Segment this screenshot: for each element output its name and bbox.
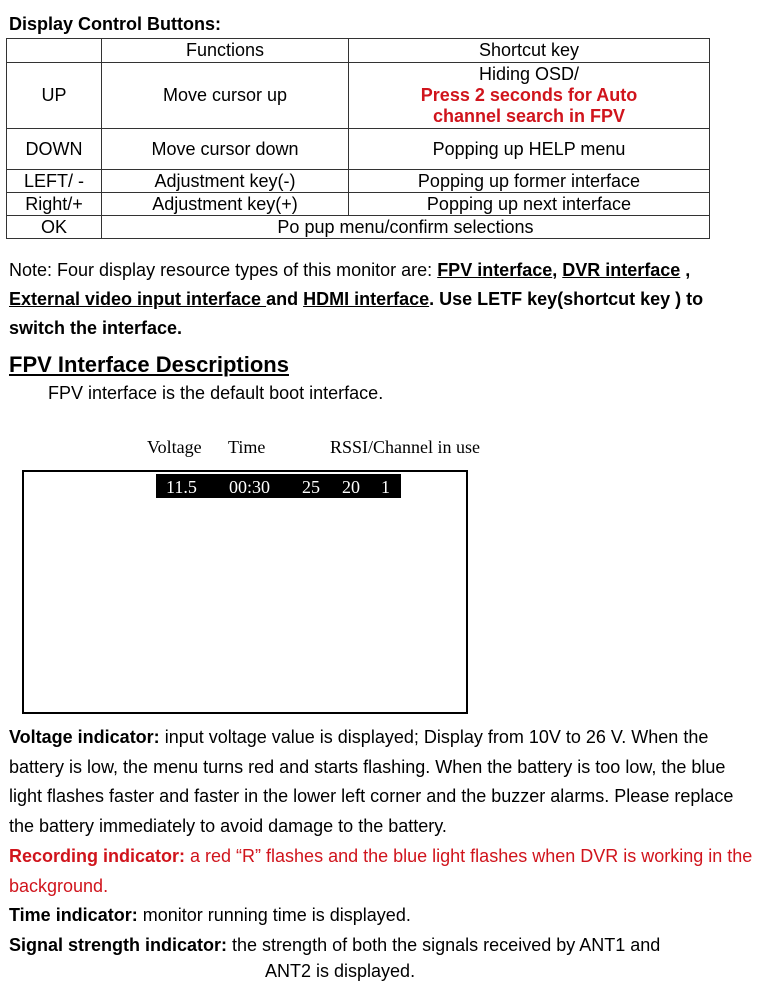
control-buttons-table (6, 38, 710, 239)
note-dvr-interface: DVR interface (562, 260, 681, 280)
paragraph-text: a red “R” flashes and the blue light flashes when DVR is working in the background. (9, 846, 753, 896)
table-header-cell: Functions (102, 39, 349, 63)
osd-time-value: 00:30 (229, 477, 271, 497)
osd-rssi-value: 20 (342, 477, 360, 497)
osd-voltage-value: 11.5 (166, 477, 197, 497)
table-row (7, 129, 710, 170)
table-header-cell: Shortcut key (349, 39, 710, 63)
voltage-indicator-paragraph (9, 723, 754, 842)
note-paragraph (9, 256, 754, 343)
signal-indicator-continuation: ANT2 is displayed. (265, 961, 416, 981)
osd-rssi-value: 25 (302, 477, 320, 497)
key-cell: UP (7, 63, 102, 129)
time-indicator-paragraph (9, 901, 754, 931)
shortcut-warning-text: Press 2 seconds for Auto channel search in FPV (420, 85, 638, 126)
table-row (7, 170, 710, 193)
signal-indicator-paragraph (9, 931, 754, 961)
paragraph-text: the strength of both the signals received by ANT1 and (227, 935, 661, 955)
section-title: Display Control Buttons: (9, 14, 221, 34)
table-header-cell (7, 39, 102, 63)
paragraph-label: Voltage indicator: (9, 727, 160, 747)
note-fpv-interface: FPV interface (437, 260, 553, 280)
fpv-screen-illustration (22, 470, 468, 714)
shortcut-cell: Popping up HELP menu (349, 129, 710, 170)
table-row (7, 193, 710, 216)
key-cell: DOWN (7, 129, 102, 170)
key-cell: LEFT/ - (7, 170, 102, 193)
paragraph-label: Signal strength indicator: (9, 935, 228, 955)
paragraph-text: monitor running time is displayed. (137, 905, 411, 925)
osd-channel-value: 1 (381, 477, 390, 497)
function-cell: Adjustment key(+) (102, 193, 349, 216)
osd-label-voltage: Voltage (147, 437, 202, 457)
function-cell: Move cursor up (102, 63, 349, 129)
osd-label-rssi: RSSI/Channel in use (330, 437, 481, 457)
paragraph-label: Recording indicator: (9, 846, 186, 866)
table-row (7, 216, 710, 239)
function-cell: Adjustment key(-) (102, 170, 349, 193)
note-prefix: Note: Four display resource types of this monitor are: (9, 260, 438, 280)
shortcut-text: Hiding OSD/ (478, 64, 580, 84)
shortcut-cell: Popping up former interface (349, 170, 710, 193)
note-external-interface: External video input interface (9, 289, 267, 309)
fpv-section-description: FPV interface is the default boot interface. (48, 383, 384, 403)
paragraph-label: Time indicator: (9, 905, 138, 925)
function-cell: Po pup menu/confirm selections (102, 216, 710, 239)
table-header-row (7, 39, 710, 63)
note-hdmi-interface: HDMI interface (303, 289, 430, 309)
key-cell: Right/+ (7, 193, 102, 216)
fpv-section-title: FPV Interface Descriptions (9, 352, 289, 377)
shortcut-cell: Popping up next interface (349, 193, 710, 216)
shortcut-cell (349, 63, 710, 129)
paragraph-text: input voltage value is displayed; Display from 10V to 26 V. When the battery is low, the menu turns red and starts flashing. When the battery is too low, the blue light flashes faster and faster in the lower left corner and the buzzer alarms. Please replace the battery immediately to avoid damage to the battery. (9, 727, 734, 837)
osd-label-time: Time (228, 437, 266, 457)
note-and: and (266, 289, 304, 309)
note-separator: , (680, 260, 691, 280)
key-cell: OK (7, 216, 102, 239)
table-row (7, 63, 710, 129)
note-suffix: . Use LETF key(shortcut key ) to switch the interface. (9, 289, 704, 338)
recording-indicator-paragraph (9, 842, 754, 901)
function-cell: Move cursor down (102, 129, 349, 170)
note-separator: , (552, 260, 563, 280)
